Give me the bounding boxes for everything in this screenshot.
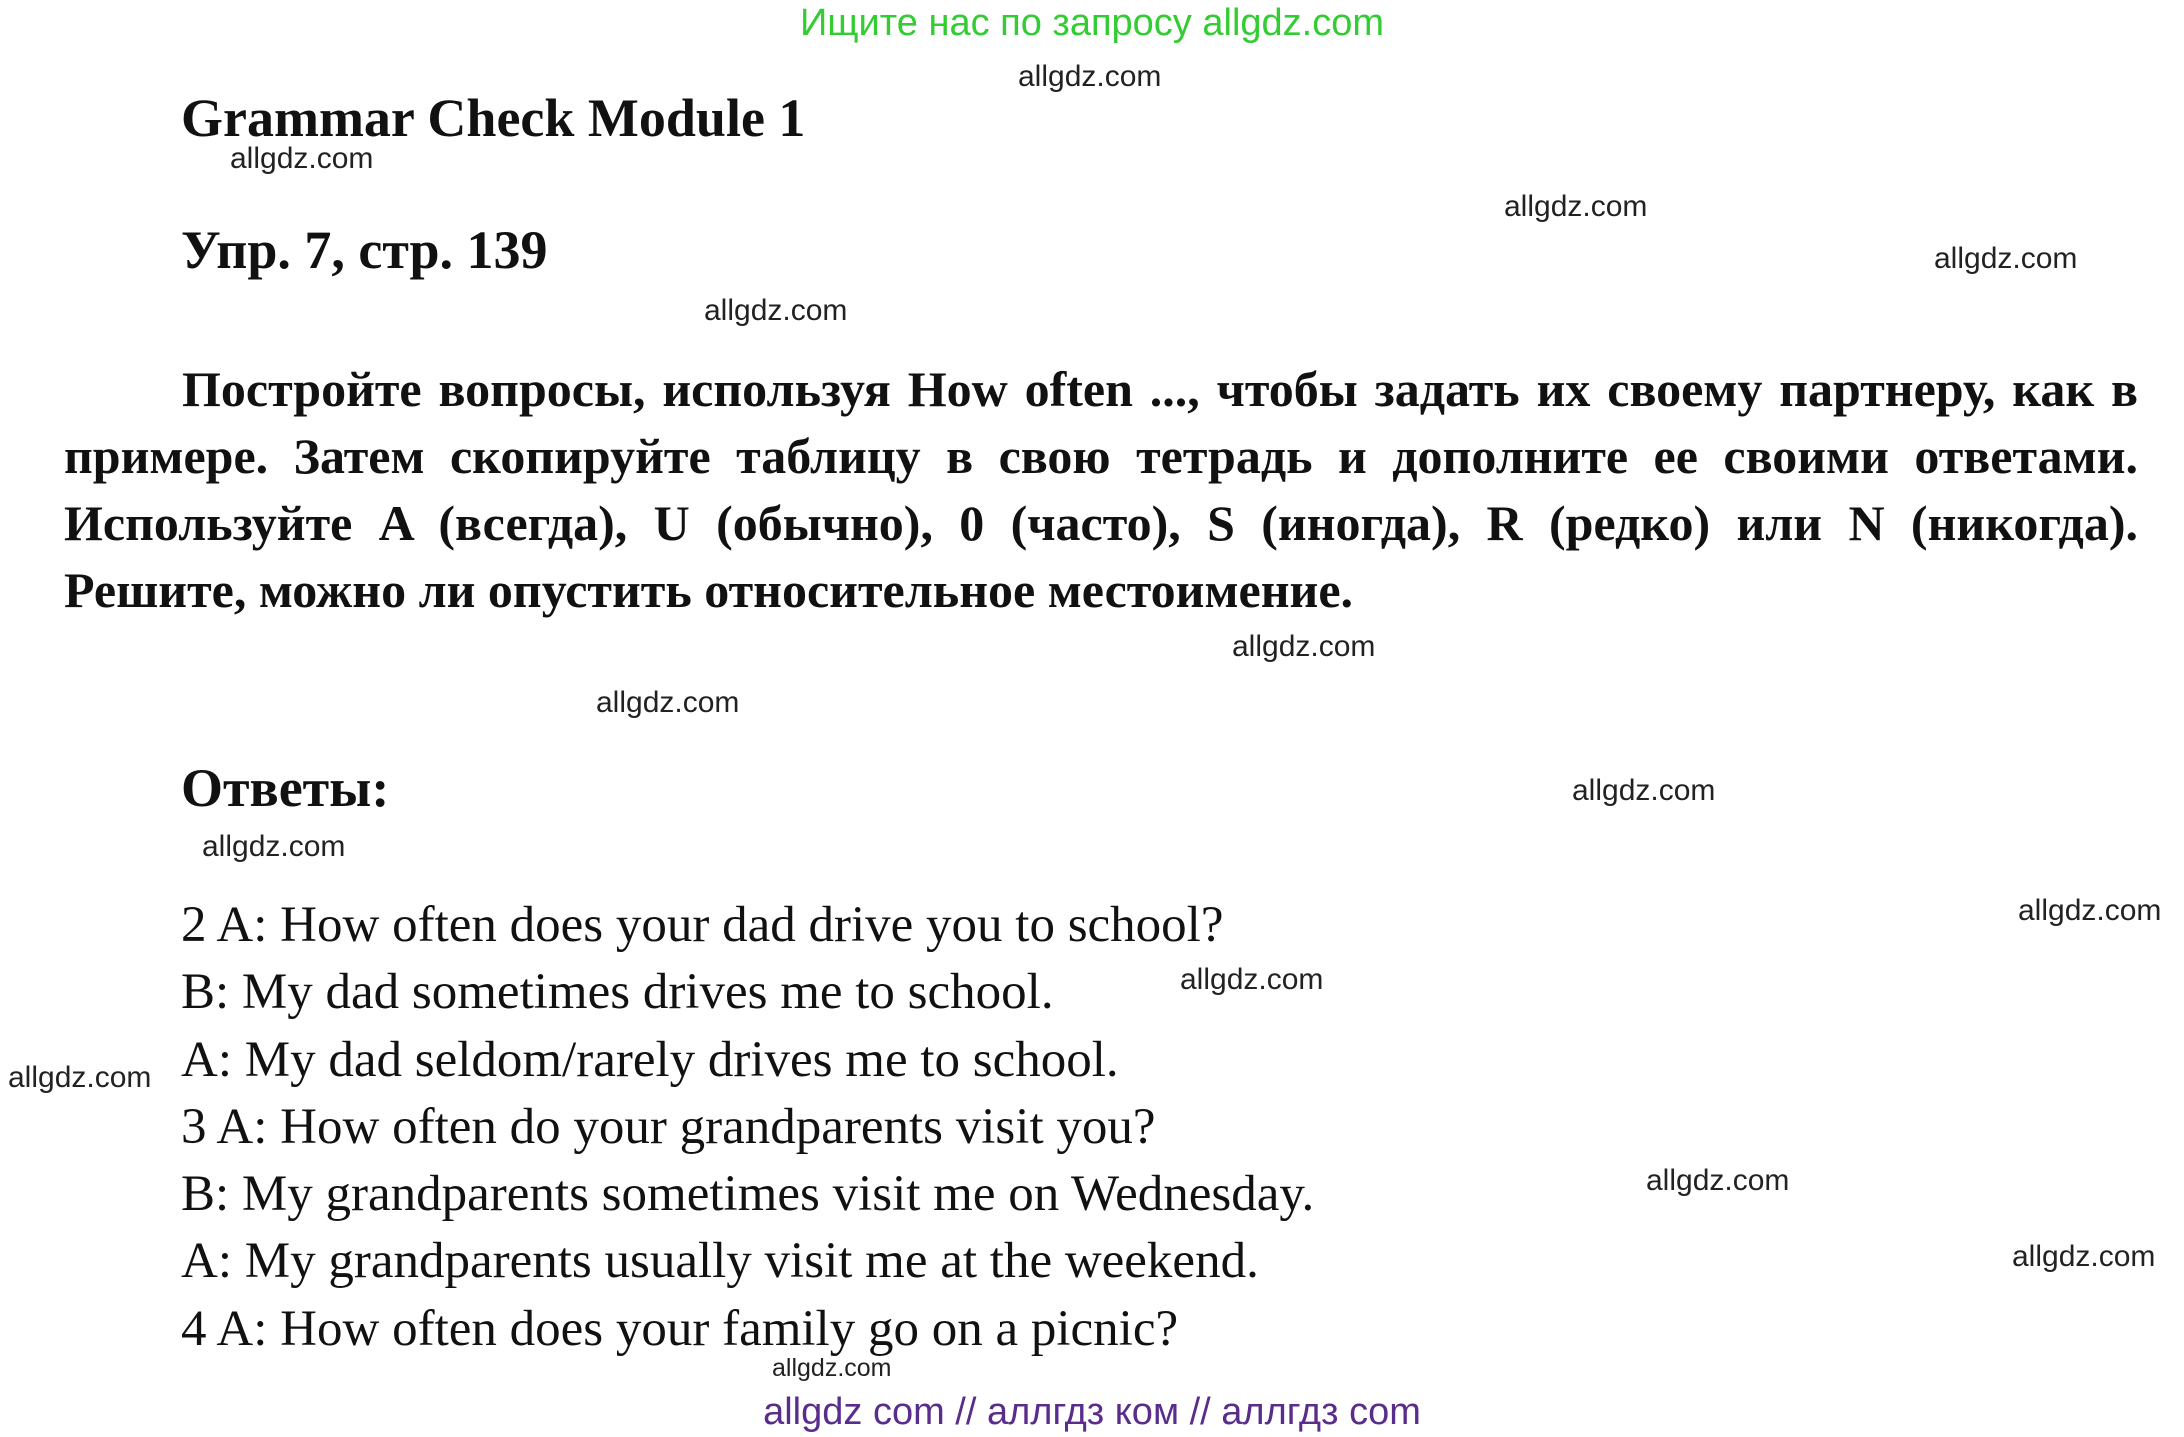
answer-line: B: My grandparents sometimes visit me on Wednesday. xyxy=(181,1166,1315,1223)
watermark: allgdz.com xyxy=(202,830,346,863)
answer-line: 3 A: How often do your grandparents visit you? xyxy=(181,1098,1156,1155)
watermark: allgdz.com xyxy=(8,1061,152,1094)
watermark: allgdz.com xyxy=(704,294,848,327)
module-title: Grammar Check Module 1 xyxy=(181,88,806,148)
watermark: allgdz.com xyxy=(1180,963,1324,996)
exercise-title: Упр. 7, стр. 139 xyxy=(181,220,548,280)
watermark: allgdz.com xyxy=(1572,774,1716,807)
watermark: allgdz.com xyxy=(1934,242,2078,275)
watermark: allgdz.com xyxy=(596,686,740,719)
watermark: allgdz.com xyxy=(1504,190,1648,223)
watermark: allgdz.com xyxy=(1232,630,1376,663)
answer-line: 4 A: How often does your family go on a picnic? xyxy=(181,1300,1179,1357)
watermark: allgdz.com xyxy=(2012,1240,2156,1273)
answer-line: A: My dad seldom/rarely drives me to school. xyxy=(181,1031,1119,1088)
watermark: allgdz.com xyxy=(772,1354,892,1382)
watermark: allgdz.com xyxy=(1018,60,1162,93)
watermark: allgdz.com xyxy=(2018,894,2162,927)
bottom-banner[interactable]: allgdz com // аллгдз ком // аллгдз com xyxy=(763,1391,1421,1433)
top-banner[interactable]: Ищите нас по запросу allgdz.com xyxy=(799,2,1384,44)
answer-line: A: My grandparents usually visit me at the weekend. xyxy=(181,1233,1259,1290)
watermark: allgdz.com xyxy=(230,142,374,175)
exercise-instruction: Постройте вопросы, используя How often ..., чтобы задать их своему партнеру, как в примере. Затем скопируйте таблицу в свою тетрадь и дополните ее своими ответами. Используйте A (всегда), U (обычно), 0 (часто), S (иногда), R (редко) или N (никогда). Решите, можно ли опустить относительное местоимение. xyxy=(64,361,2138,618)
answers-list xyxy=(181,892,1314,1363)
answers-title: Ответы: xyxy=(181,758,390,818)
answer-line: 2 A: How often does your dad drive you to school? xyxy=(181,897,1224,953)
watermark: allgdz.com xyxy=(1646,1164,1790,1197)
answer-line: B: My dad sometimes drives me to school. xyxy=(181,964,1054,1021)
